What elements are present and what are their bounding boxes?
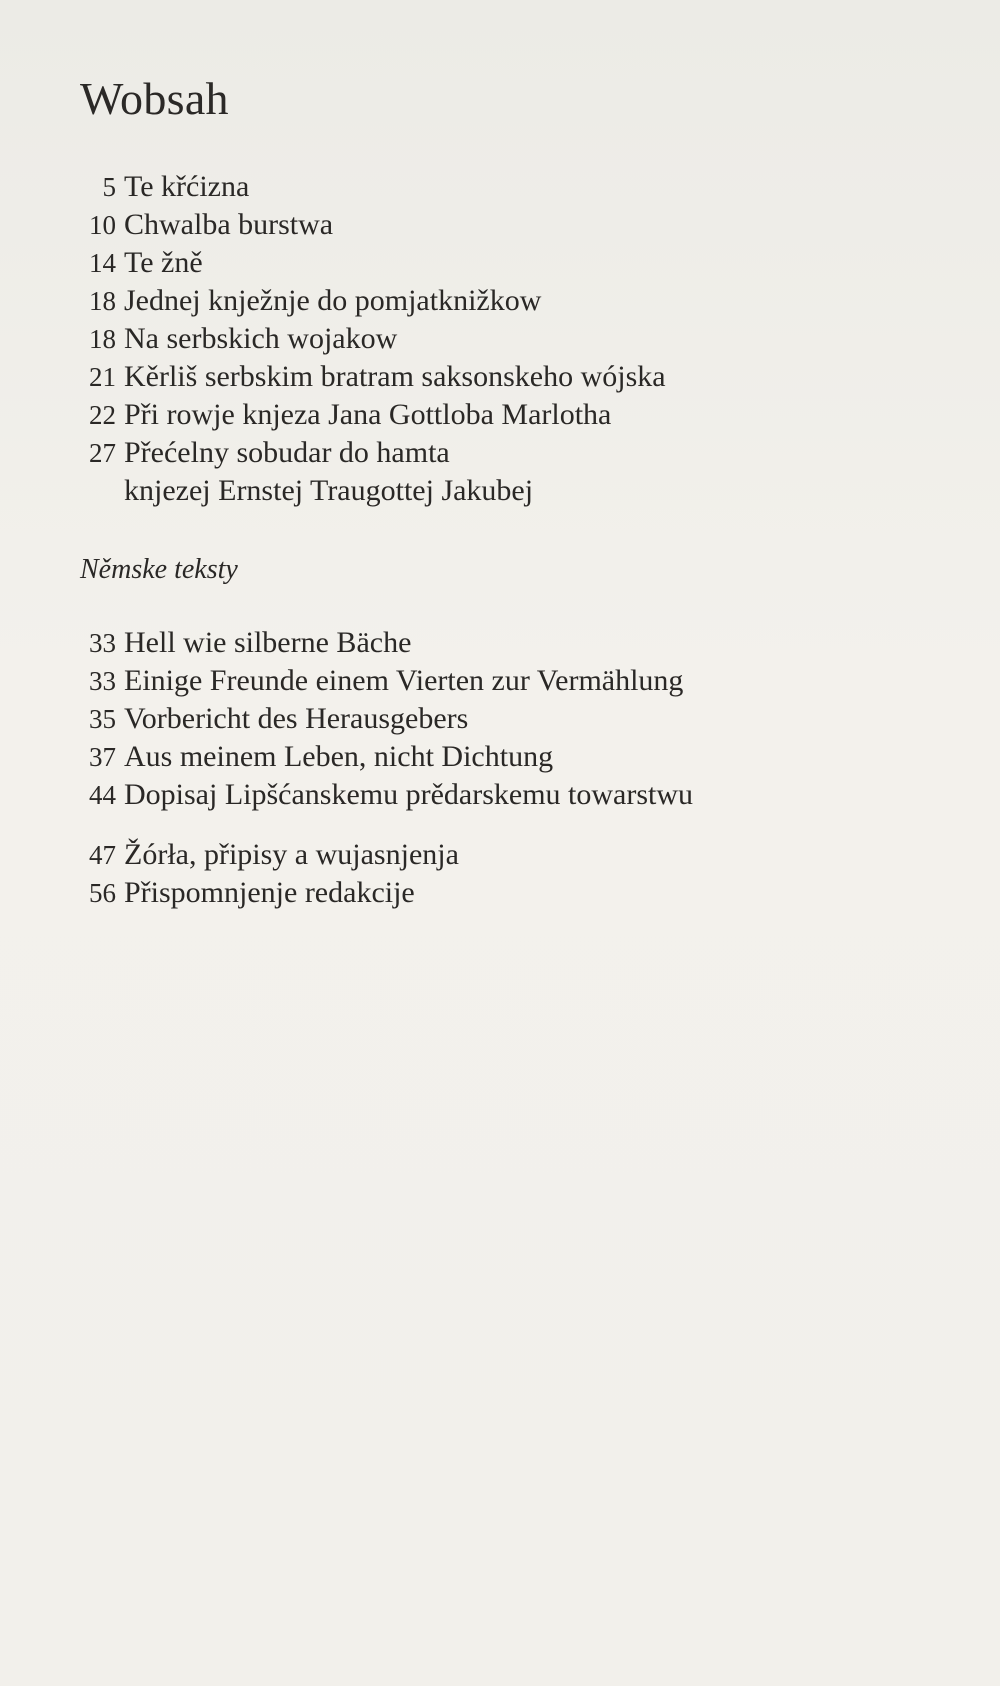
toc-section-appendix (80, 836, 960, 912)
toc-entry-title: Přispomnjenje redakcije (124, 876, 415, 909)
toc-entry-continuation (80, 472, 960, 510)
toc-page-number: 47 (89, 840, 116, 870)
toc-page-number: 35 (89, 704, 116, 734)
toc-page-number: 21 (89, 362, 116, 392)
toc-entry-title-continuation: knjezej Ernstej Traugottej Jakubej (124, 474, 534, 507)
toc-section-german (80, 624, 960, 814)
toc-page-number: 56 (89, 878, 116, 908)
toc-entry-title: Žórła, připisy a wujasnjenja (124, 838, 459, 871)
toc-entry-title: Te žně (124, 246, 203, 279)
toc-entry-title: Chwalba burstwa (124, 208, 334, 241)
toc-entry (80, 358, 960, 396)
toc-entry-title: Při rowje knjeza Jana Gottloba Marlotha (124, 398, 612, 431)
toc-entry (80, 168, 960, 206)
toc-page-number: 27 (89, 438, 116, 468)
toc-section-sorbian (80, 168, 960, 510)
toc-entry (80, 662, 960, 700)
toc-entry (80, 874, 960, 912)
toc-page-number: 22 (89, 400, 116, 430)
table-of-contents (80, 168, 960, 912)
toc-entry (80, 282, 960, 320)
toc-entry (80, 700, 960, 738)
toc-page-number: 18 (89, 324, 116, 354)
toc-entry (80, 776, 960, 814)
toc-entry (80, 206, 960, 244)
toc-page-number: 37 (89, 742, 116, 772)
toc-page-number: 10 (89, 210, 116, 240)
toc-entry (80, 624, 960, 662)
toc-page-number: 44 (89, 780, 116, 810)
toc-page-number: 33 (89, 666, 116, 696)
toc-entry (80, 396, 960, 434)
toc-entry-title: Na serbskich wojakow (124, 322, 398, 355)
toc-entry-title: Jednej knježnje do pomjatknižkow (124, 284, 542, 317)
toc-page-number: 5 (102, 172, 116, 202)
section-heading: Němske teksty (80, 554, 238, 585)
toc-entry-title: Te křćizna (124, 170, 250, 203)
toc-entry (80, 738, 960, 776)
toc-entry (80, 836, 960, 874)
toc-entry-title: Hell wie silberne Bäche (124, 626, 412, 659)
toc-entry-title: Kěrliš serbskim bratram saksonskeho wójska (124, 360, 666, 393)
toc-page-number: 14 (89, 248, 116, 278)
toc-entry (80, 320, 960, 358)
toc-page-number: 33 (89, 628, 116, 658)
toc-entry (80, 244, 960, 282)
toc-entry (80, 434, 960, 472)
toc-page-number: 18 (89, 286, 116, 316)
toc-entry-title: Einige Freunde einem Vierten zur Vermählung (124, 664, 684, 697)
toc-entry-title: Aus meinem Leben, nicht Dichtung (124, 740, 554, 773)
toc-entry-title: Přećelny sobudar do hamta (124, 436, 450, 469)
toc-entry-title: Vorbericht des Herausgebers (124, 702, 469, 735)
toc-entry-title: Dopisaj Lipšćanskemu prědarskemu towarstwu (124, 778, 694, 811)
page-title: Wobsah (80, 73, 229, 124)
